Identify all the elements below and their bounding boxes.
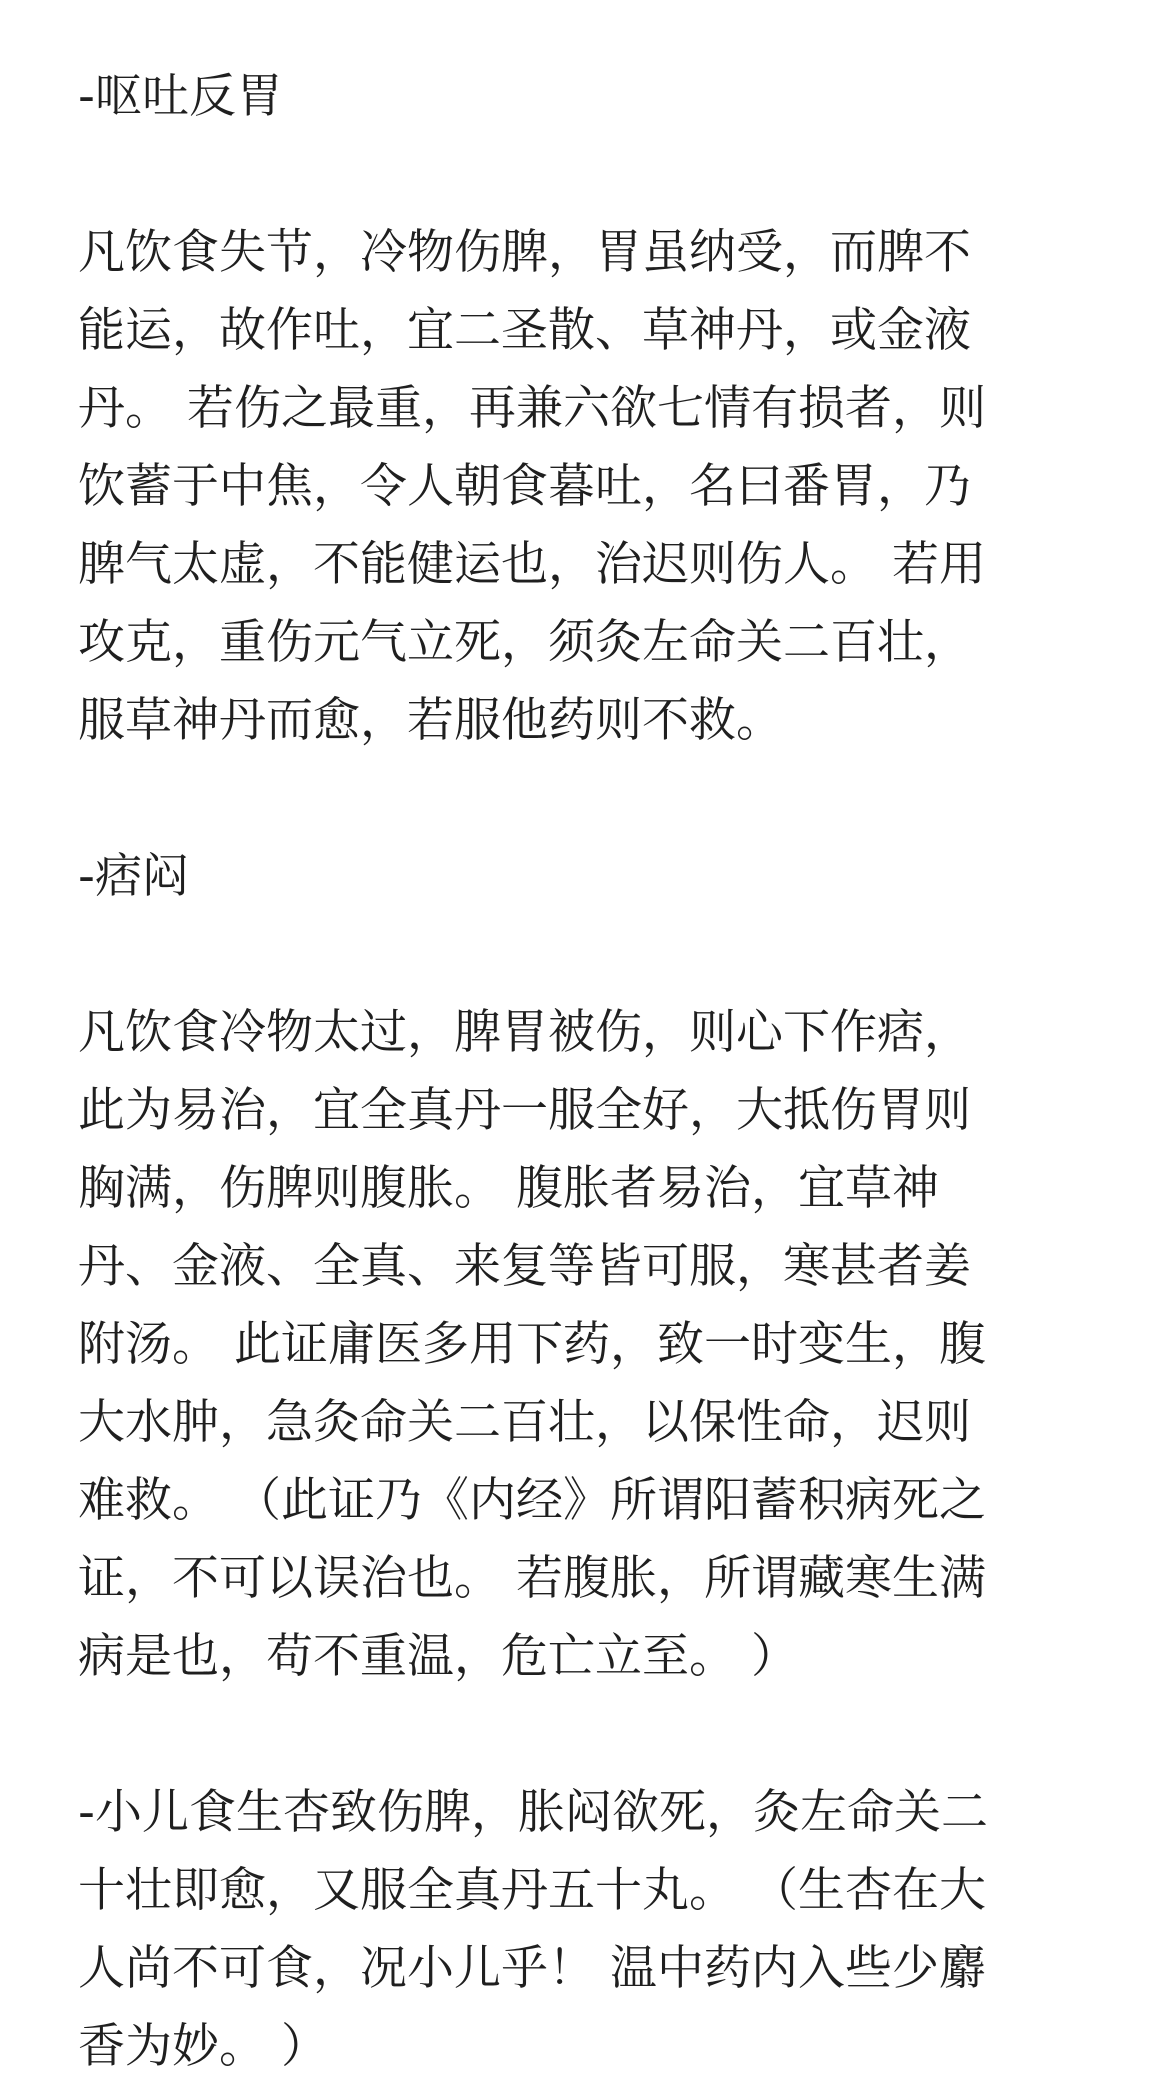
paragraph-line: 丹。 若伤之最重，再兼六欲七情有损者，则 [78, 381, 986, 436]
paragraph-line: 大水肿，急灸命关二百壮，以保性命，迟则 [78, 1395, 971, 1450]
paragraph-line: 证，不可以误治也。 若腹胀，所谓藏寒生满 [78, 1551, 986, 1606]
paragraph-distension [78, 994, 1118, 1696]
paragraph-line: -小儿食生杏致伤脾，胀闷欲死，灸左命关二 [78, 1785, 988, 1840]
paragraph-line: 附汤。 此证庸医多用下药，致一时变生，腹 [78, 1317, 986, 1372]
paragraph-line: 丹、金液、全真、来复等皆可服，寒甚者姜 [78, 1239, 971, 1294]
section-spacer [78, 136, 1118, 214]
article-body [78, 58, 1118, 2086]
paragraph-line: 攻克，重伤元气立死，须灸左命关二百壮， [78, 615, 971, 670]
paragraph-line: 脾气太虚，不能健运也，治迟则伤人。 若用 [78, 537, 986, 592]
paragraph-line: 能运，故作吐，宜二圣散、草神丹，或金液 [78, 303, 971, 358]
paragraph-line: 服草神丹而愈，若服他药则不救。 [78, 693, 783, 748]
section-spacer [78, 760, 1118, 838]
paragraph-line: 凡饮食冷物太过，脾胃被伤，则心下作痞， [78, 1005, 971, 1060]
paragraph-line: 人尚不可食，况小儿乎！ 温中药内入些少麝 [78, 1941, 986, 1996]
paragraph-line: 病是也，苟不重温，危亡立至。 ） [78, 1629, 798, 1684]
paragraph-line: 胸满，伤脾则腹胀。 腹胀者易治，宜草神 [78, 1161, 939, 1216]
paragraph-line: 凡饮食失节，冷物伤脾，胃虽纳受，而脾不 [78, 225, 971, 280]
paragraph-line: 此为易治，宜全真丹一服全好，大抵伤胃则 [78, 1083, 971, 1138]
section-spacer [78, 1696, 1118, 1774]
paragraph-line: 十壮即愈，又服全真丹五十丸。 （生杏在大 [78, 1863, 986, 1918]
section-spacer [78, 916, 1118, 994]
paragraph-vomiting [78, 214, 1118, 760]
paragraph-line: 难救。 （此证乃《内经》所谓阳蓄积病死之 [78, 1473, 986, 1528]
section-heading-distension: -痞闷 [78, 849, 189, 904]
paragraph-child-case [78, 1774, 1118, 2086]
paragraph-line: 香为妙。 ） [78, 2019, 328, 2074]
paragraph-line: 饮蓄于中焦，令人朝食暮吐，名曰番胃，乃 [78, 459, 971, 514]
section-heading-vomiting: -呕吐反胃 [78, 69, 283, 124]
